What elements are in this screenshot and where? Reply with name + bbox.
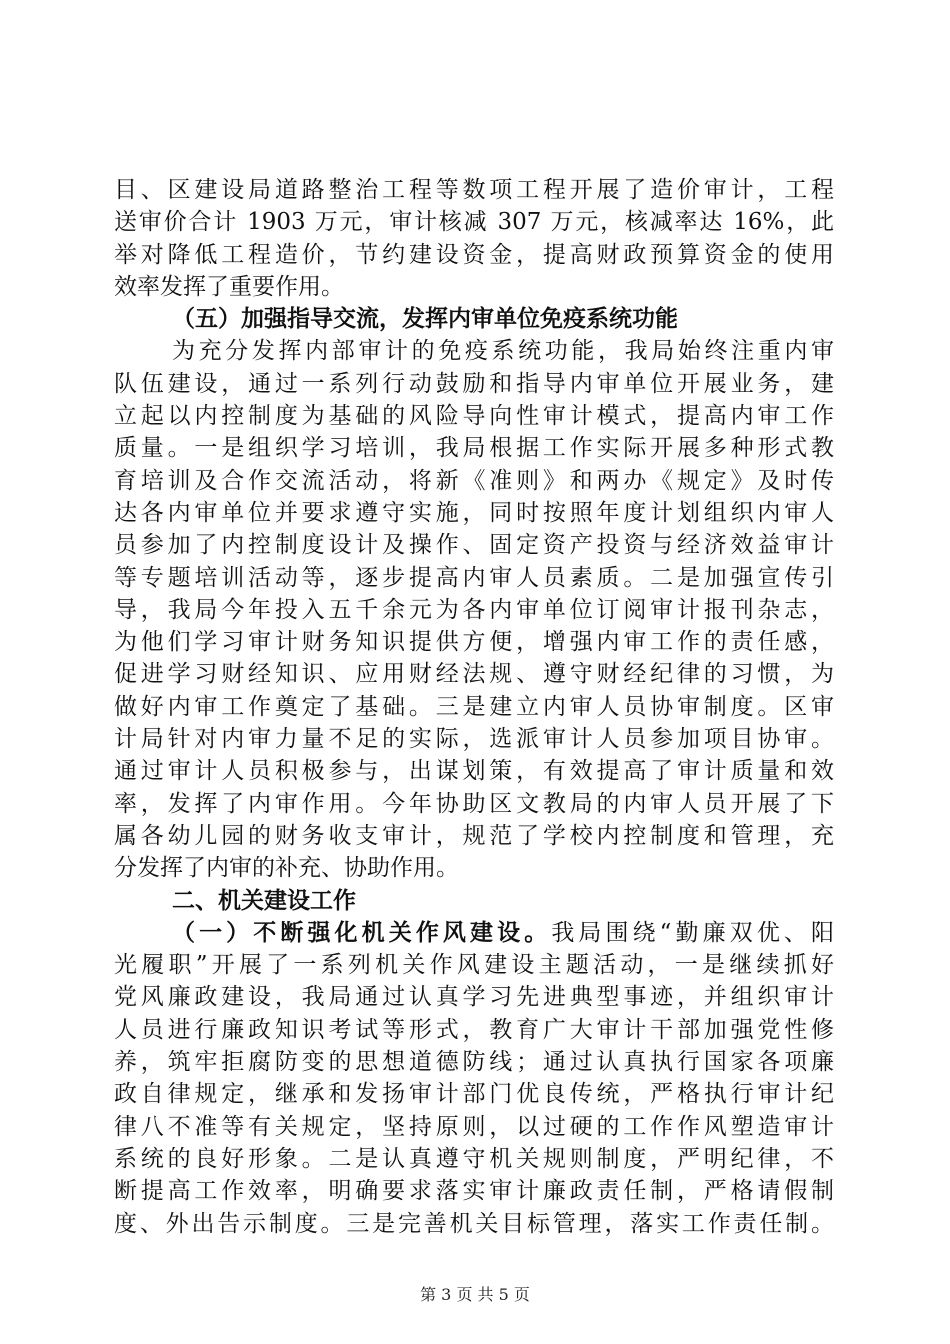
- paragraph-line: 效率发挥了重要作用。: [114, 273, 344, 300]
- paragraph-line: 分发挥了内审的补充、协助作用。: [114, 855, 459, 882]
- paragraph-line: 为充分发挥内部审计的免疫系统功能，我局始终注重内审: [172, 338, 834, 365]
- paragraph-line: 为他们学习审计财务知识提供方便，增强内审工作的责任感，: [114, 629, 834, 656]
- paragraph-line: 员参加了内控制度设计及操作、固定资产投资与经济效益审计: [114, 532, 834, 559]
- paragraph-line: 等专题培训活动等，逐步提高内审人员素质。二是加强宣传引: [114, 564, 834, 591]
- paragraph-line: 育培训及合作交流活动，将新《准则》和两办《规定》及时传: [114, 467, 834, 494]
- paragraph-line: 目、区建设局道路整治工程等数项工程开展了造价审计，工程: [114, 177, 834, 203]
- paragraph-line: 率，发挥了内审作用。今年协助区文教局的内审人员开展了下: [114, 790, 834, 817]
- paragraph-line: 光履职”开展了一系列机关作风建设主题活动，一是继续抓好: [114, 952, 834, 979]
- inline-text: 我局围绕“勤廉双优、阳: [551, 919, 834, 946]
- section-heading-line: （五）加强指导交流，发挥内审单位免疫系统功能: [172, 305, 678, 333]
- paragraph-line: 系统的良好形象。二是认真遵守机关规则制度，严明纪律，不: [114, 1145, 834, 1172]
- paragraph-line: 达各内审单位并要求遵守实施，同时按照年度计划组织内审人: [114, 499, 834, 526]
- paragraph-line: [114, 917, 834, 949]
- paragraph-line: 计局针对内审力量不足的实际，选派审计人员参加项目协审。: [114, 726, 834, 753]
- paragraph-line: 度、外出告示制度。三是完善机关目标管理，落实工作责任制。: [114, 1210, 834, 1237]
- paragraph-line: 送审价合计 1903 万元，审计核减 307 万元，核减率达 16%，此: [114, 209, 834, 236]
- document-body: [114, 174, 834, 1240]
- paragraph-line: 养，筑牢拒腐防变的思想道德防线；通过认真执行国家各项廉: [114, 1049, 834, 1076]
- paragraph-line: 立起以内控制度为基础的风险导向性审计模式，提高内审工作: [114, 403, 834, 430]
- paragraph-line: 做好内审工作奠定了基础。三是建立内审人员协审制度。区审: [114, 693, 834, 720]
- section-heading-line: 二、机关建设工作: [172, 886, 356, 914]
- paragraph-line: 举对降低工程造价，节约建设资金，提高财政预算资金的使用: [114, 241, 834, 268]
- paragraph-line: 队伍建设，通过一系列行动鼓励和指导内审单位开展业务，建: [114, 370, 834, 397]
- paragraph-line: 人员进行廉政知识考试等形式，教育广大审计干部加强党性修: [114, 1016, 834, 1043]
- paragraph-line: 律八不准等有关规定，坚持原则，以过硬的工作作风塑造审计: [114, 1113, 834, 1140]
- paragraph-line: 属各幼儿园的财务收支审计，规范了学校内控制度和管理，充: [114, 822, 834, 849]
- paragraph-line: 通过审计人员积极参与，出谋划策，有效提高了审计质量和效: [114, 758, 834, 785]
- paragraph-line: 断提高工作效率，明确要求落实审计廉政责任制，严格请假制: [114, 1178, 834, 1205]
- paragraph-line: 党风廉政建设，我局通过认真学习先进典型事迹，并组织审计: [114, 984, 834, 1011]
- paragraph-line: 质量。一是组织学习培训，我局根据工作实际开展多种形式教: [114, 435, 834, 462]
- inline-heading: （一）不断强化机关作风建设。: [172, 918, 552, 946]
- paragraph-line: 促进学习财经知识、应用财经法规、遵守财经纪律的习惯，为: [114, 661, 834, 688]
- page-number-footer: 第 3 页 共 5 页: [420, 1285, 530, 1304]
- paragraph-line: 政自律规定，继承和发扬审计部门优良传统，严格执行审计纪: [114, 1081, 834, 1108]
- paragraph-line: 导，我局今年投入五千余元为各内审单位订阅审计报刊杂志，: [114, 596, 834, 623]
